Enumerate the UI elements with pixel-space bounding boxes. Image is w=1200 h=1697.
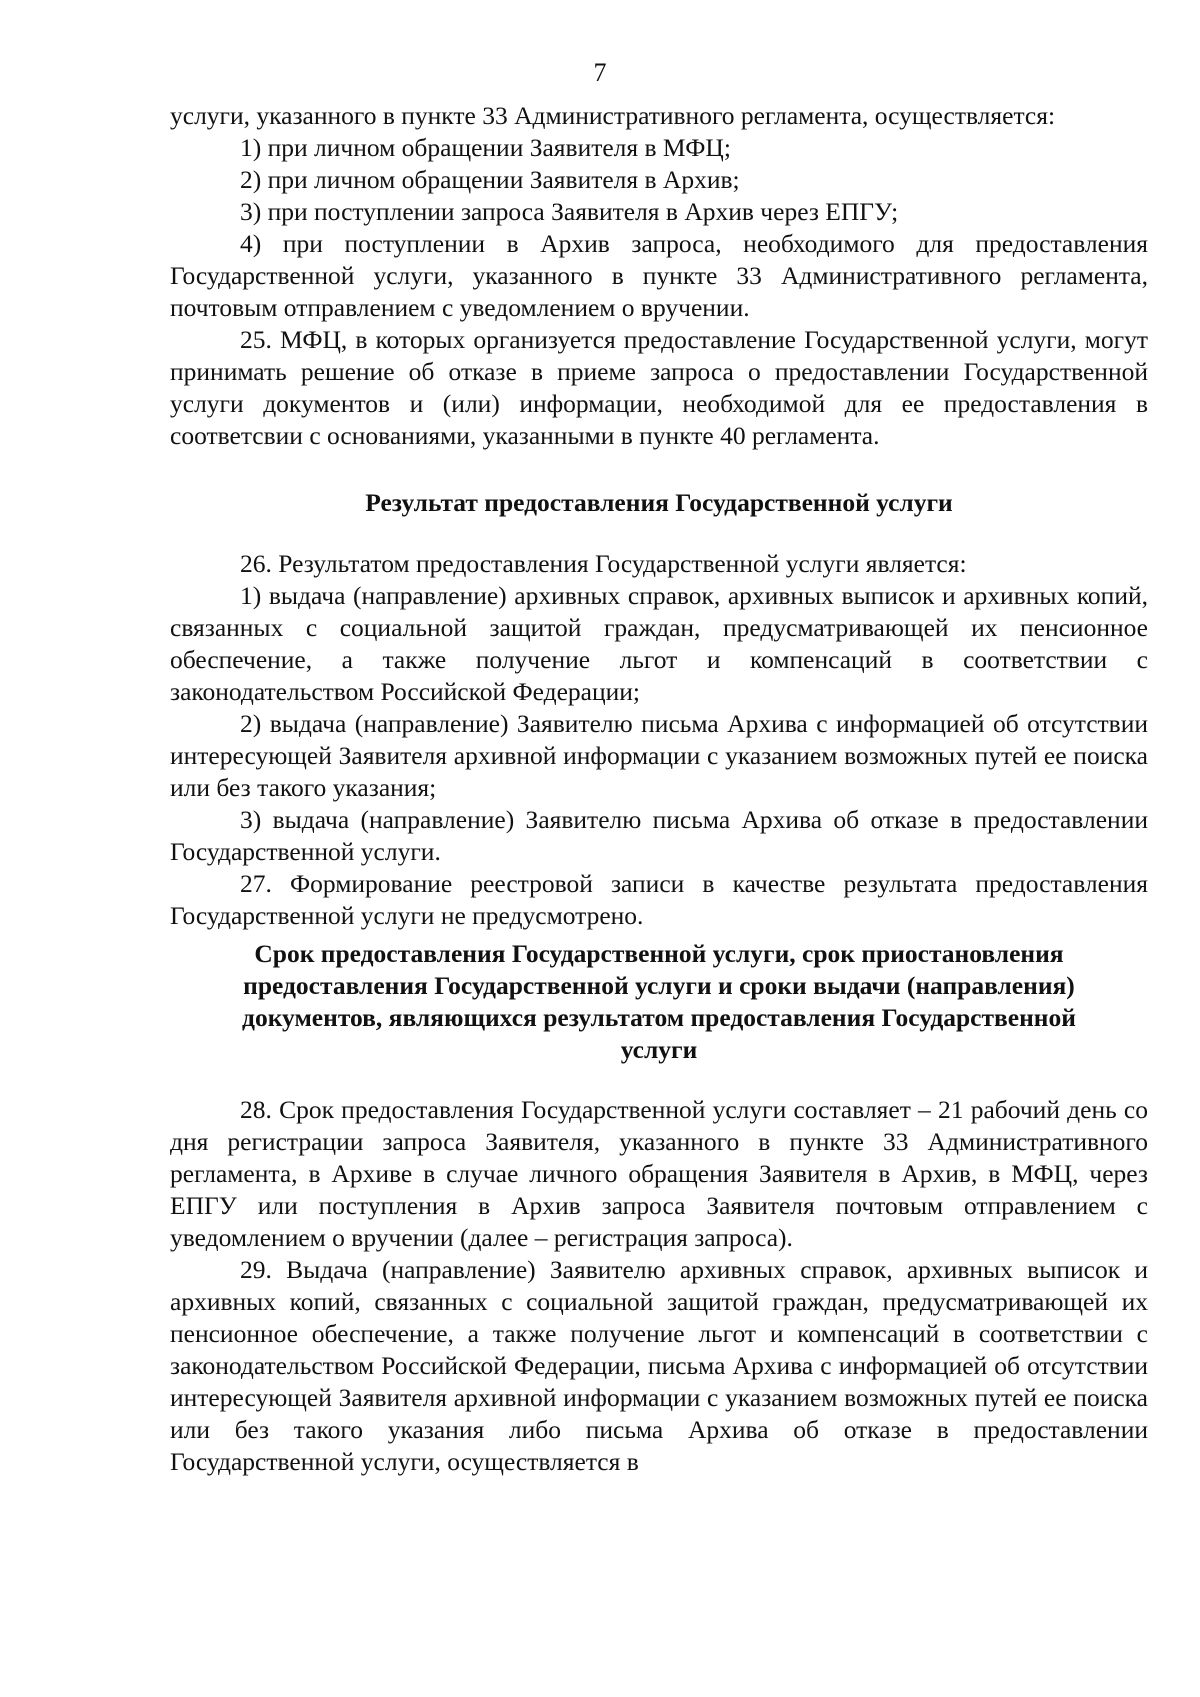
paragraph-27: 27. Формирование реестровой записи в качестве результата предоставления Государственной услуги не предусмотрено. bbox=[170, 869, 1148, 930]
list-item-2: 2) при личном обращении Заявителя в Архив; bbox=[240, 165, 740, 194]
list-item-1: 1) выдача (направление) архивных справок, архивных выписок и архивных копий, связанных с социальной защитой граждан, предусматривающей их пенсионное обеспечение, а также получение льгот и компенсаций в соответствии с законодательством Российской Федерации; bbox=[170, 581, 1148, 706]
paragraph-26: 26. Результатом предоставления Государственной услуги является: bbox=[240, 549, 967, 578]
heading-line: документов, являющихся результатом предоставления Государственной bbox=[242, 1003, 1076, 1032]
section-heading-result: Результат предоставления Государственной услуги bbox=[365, 488, 953, 517]
section-heading-terms bbox=[170, 938, 1148, 1066]
list-item-4: 4) при поступлении в Архив запроса, необходимого для предоставления Государственной услуги, указанного в пункте 33 Административного регламента, почтовым отправлением с уведомлением о вручении. bbox=[170, 229, 1148, 322]
text-block-items-26-27 bbox=[170, 548, 1148, 932]
paragraph-25: 25. МФЦ, в которых организуется предоставление Государственной услуги, могут принимать решение об отказе в приеме запроса о предоставлении Государственной услуги документов и (или) информации, необходимой для ее предоставления в соответсвии с основаниями, указанными в пункте 40 регламента. bbox=[170, 325, 1148, 450]
list-item-2: 2) выдача (направление) Заявителю письма Архива с информацией об отсутствии интересующей Заявителя архивной информации с указанием возможных путей ее поиска или без такого указания; bbox=[170, 709, 1148, 802]
paragraph-28: 28. Срок предоставления Государственной услуги составляет – 21 рабочий день со дня регистрации запроса Заявителя, указанного в пункте 33 Административного регламента, в Архиве в случае личного обращения Заявителя в Архив, в МФЦ, через ЕПГУ или поступления в Архив запроса Заявителя почтовым отправлением с уведомлением о вручении (далее – регистрация запроса). bbox=[170, 1095, 1148, 1252]
list-item-3: 3) выдача (направление) Заявителю письма Архива об отказе в предоставлении Государственной услуги. bbox=[170, 805, 1148, 866]
heading-line: услуги bbox=[620, 1035, 698, 1064]
paragraph-29: 29. Выдача (направление) Заявителю архивных справок, архивных выписок и архивных копий, связанных с социальной защитой граждан, предусматривающей их пенсионное обеспечение, а также получение льгот и компенсаций в соответствии с законодательством Российской Федерации, письма Архива с информацией об отсутствии интересующей Заявителя архивной информации с указанием возможных путей ее поиска или без такого указания либо письма Архива об отказе в предоставлении Государственной услуги, осуществляется в bbox=[170, 1255, 1148, 1476]
list-item-3: 3) при поступлении запроса Заявителя в Архив через ЕПГУ; bbox=[240, 197, 899, 226]
list-item-1: 1) при личном обращении Заявителя в МФЦ; bbox=[240, 133, 731, 162]
heading-line: Срок предоставления Государственной услуги, срок приостановления bbox=[254, 939, 1064, 968]
text-block-items-24-25 bbox=[170, 100, 1148, 452]
paragraph-continuation: услуги, указанного в пункте 33 Административного регламента, осуществляется: bbox=[170, 101, 1056, 130]
page-number: 7 bbox=[593, 58, 607, 87]
text-block-items-28-29 bbox=[170, 1094, 1148, 1478]
heading-line: предоставления Государственной услуги и сроки выдачи (направления) bbox=[243, 971, 1075, 1000]
